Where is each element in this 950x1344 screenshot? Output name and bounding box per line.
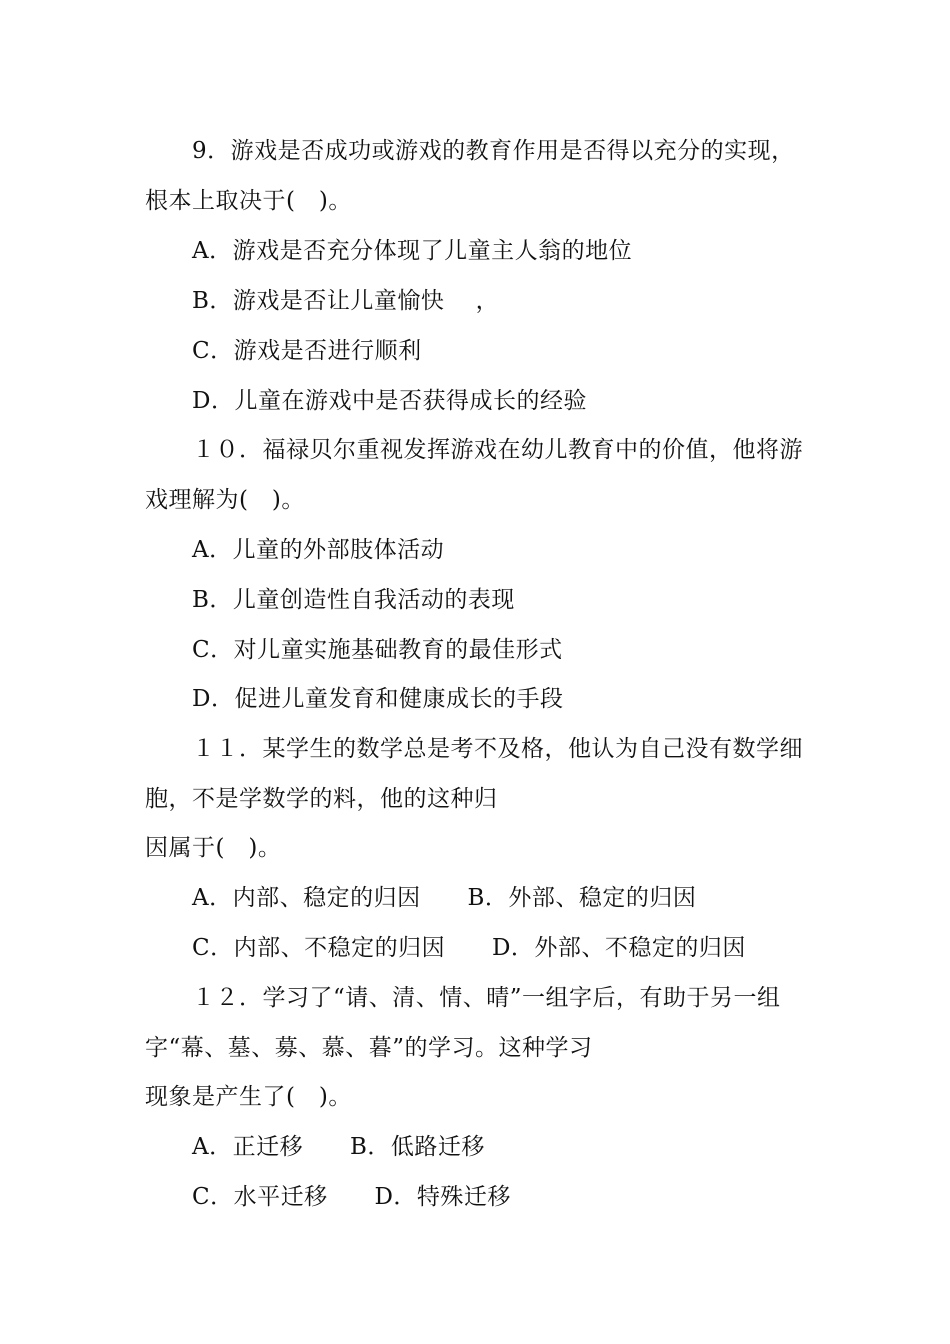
question-10-option-b: B．儿童创造性自我活动的表现 (192, 587, 515, 613)
question-9-line-1: 9．游戏是否成功或游戏的教育作用是否得以充分的实现， (192, 138, 795, 164)
question-12-options-ab: A．正迁移 B．低路迁移 (192, 1134, 485, 1160)
question-12-line-3: 现象是产生了( )。 (145, 1084, 352, 1110)
question-11-options-cd: C．内部、不稳定的归因 D．外部、不稳定的归因 (192, 935, 746, 961)
question-9-line-2: 根本上取决于( )。 (145, 188, 352, 214)
question-10-option-d: D．促进儿童发育和健康成长的手段 (192, 686, 564, 712)
question-9-option-b: B．游戏是否让儿童愉快 ， (192, 288, 500, 314)
question-11-line-3: 因属于( )。 (145, 835, 282, 861)
question-11-options-ab: A．内部、稳定的归因 B．外部、稳定的归因 (192, 885, 697, 911)
question-11-line-1: １１．某学生的数学总是考不及格，他认为自己没有数学细 (192, 736, 803, 762)
question-12-line-1: １２．学习了“请、清、情、晴”一组字后，有助于另一组 (192, 985, 781, 1011)
question-10-option-c: C．对儿童实施基础教育的最佳形式 (192, 637, 563, 663)
question-12-line-2: 字“幕、墓、募、慕、暮”的学习。这种学习 (145, 1035, 593, 1061)
question-10-option-a: A．儿童的外部肢体活动 (192, 537, 445, 563)
question-9-option-d: D．儿童在游戏中是否获得成长的经验 (192, 388, 587, 414)
question-9-option-a: A．游戏是否充分体现了儿童主人翁的地位 (192, 238, 633, 264)
question-10-line-2: 戏理解为( )。 (145, 487, 305, 513)
question-12-options-cd: C．水平迁移 D．特殊迁移 (192, 1184, 511, 1210)
question-11-line-2: 胞，不是学数学的料，他的这种归 (145, 786, 498, 812)
question-9-option-c: C．游戏是否进行顺利 (192, 338, 422, 364)
question-10-line-1: １０．福禄贝尔重视发挥游戏在幼儿教育中的价值，他将游 (192, 437, 803, 463)
